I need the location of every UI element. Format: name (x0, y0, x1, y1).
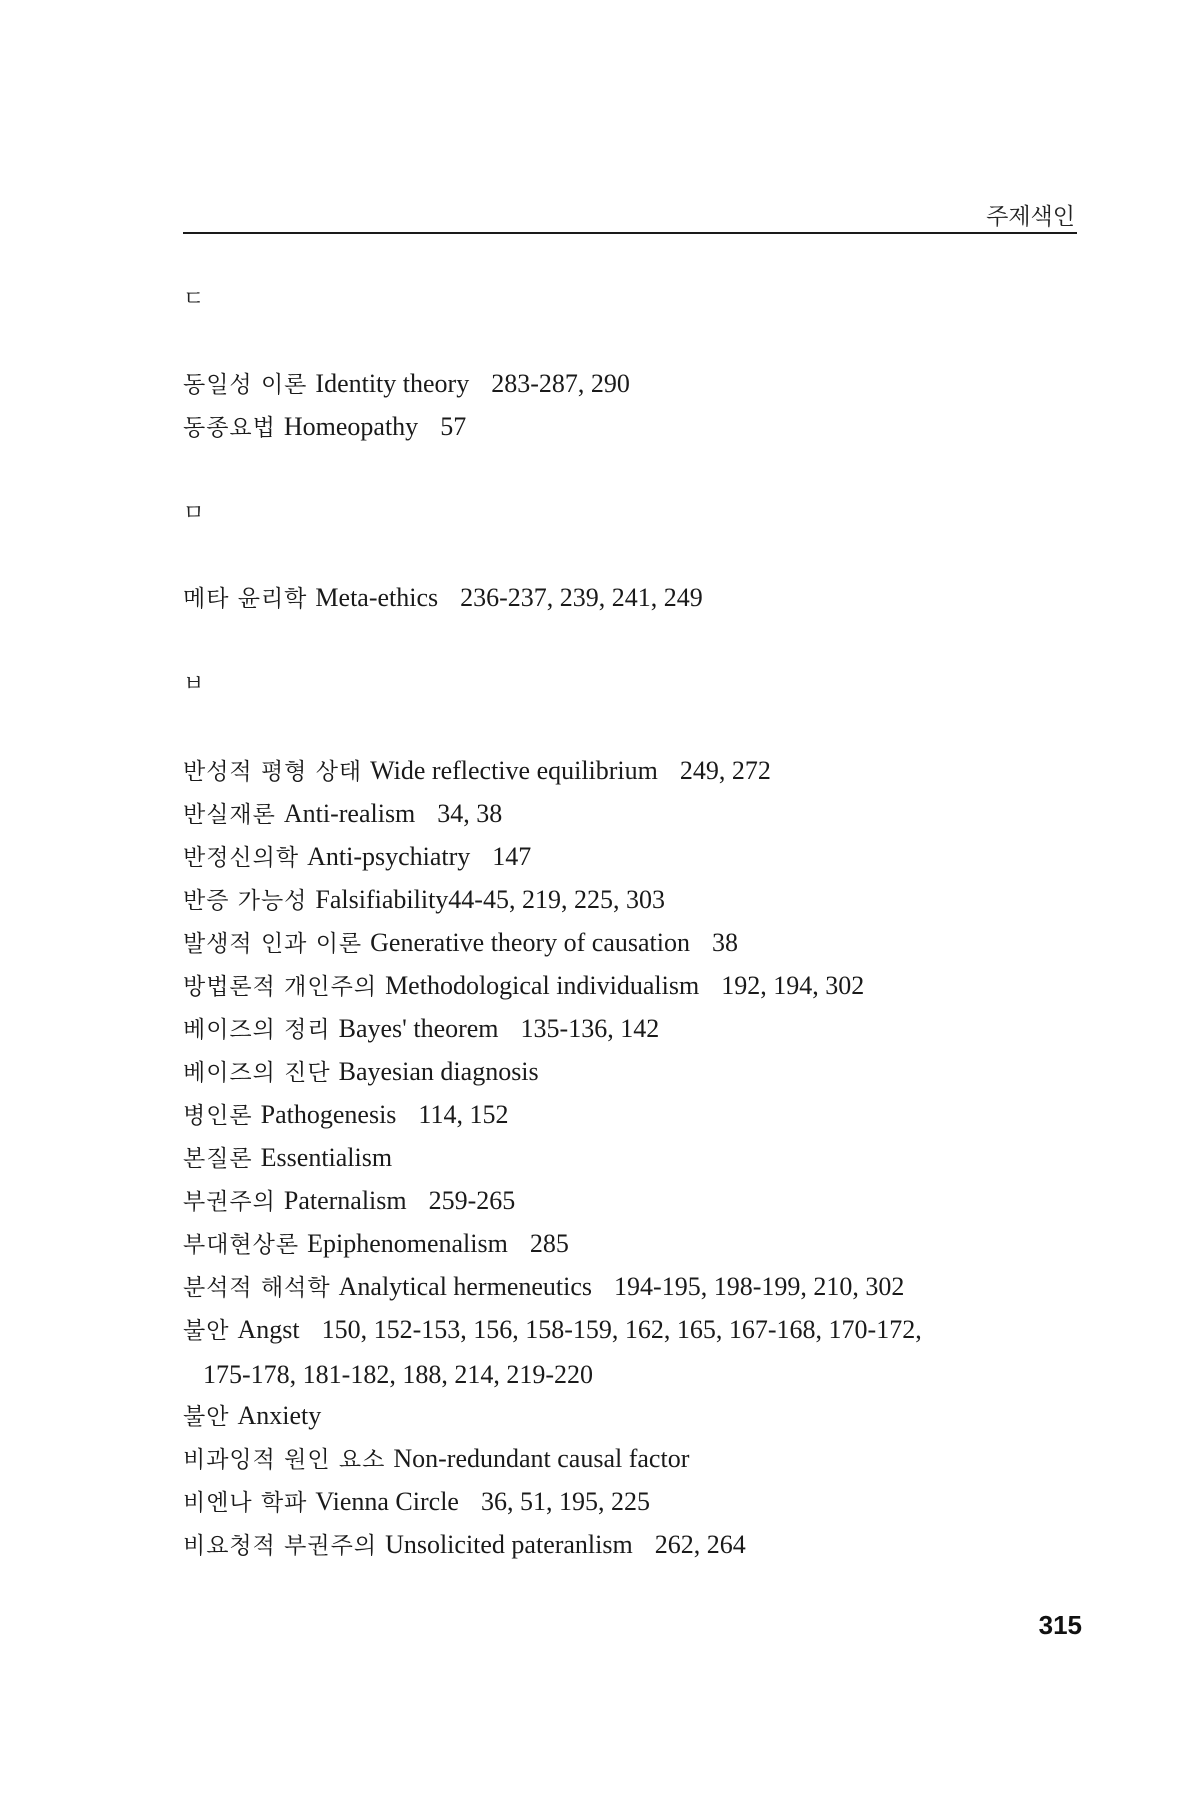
entry-korean: 부권주의 (183, 1189, 276, 1215)
entry-korean: 반성적 평형 상태 (183, 759, 363, 785)
entry-korean: 불안 (183, 1404, 230, 1430)
index-entry (183, 1093, 1083, 1138)
index-entry (183, 1007, 1083, 1052)
entry-korean: 분석적 해석학 (183, 1275, 331, 1301)
index-entry (183, 1222, 1083, 1267)
entry-pages: 150, 152-153, 156, 158-159, 162, 165, 167-168, 170-172, (321, 1315, 922, 1344)
entry-pages: 262, 264 (654, 1530, 746, 1559)
entry-english: Pathogenesis (260, 1100, 397, 1129)
header-rule (183, 232, 1077, 234)
entry-english: Vienna Circle (315, 1487, 459, 1516)
entry-korean: 비엔나 학파 (183, 1490, 308, 1516)
entry-pages: 285 (529, 1229, 569, 1258)
entry-pages: 236-237, 239, 241, 249 (460, 583, 703, 612)
index-entry (183, 964, 1083, 1009)
entry-pages: 192, 194, 302 (721, 971, 865, 1000)
entry-korean: 동종요법 (183, 415, 276, 441)
page-number: 315 (1038, 1610, 1082, 1640)
entry-korean: 반실재론 (183, 802, 276, 828)
entry-pages: 36, 51, 195, 225 (480, 1487, 650, 1516)
entry-english: Identity theory (315, 369, 470, 398)
entry-english: Falsifiability44-45, 219, 225, 303 (315, 885, 665, 914)
entry-korean: 베이즈의 정리 (183, 1017, 331, 1043)
index-entry (183, 1136, 1083, 1181)
entry-pages: 57 (440, 412, 467, 441)
entry-korean: 반증 가능성 (183, 888, 308, 914)
index-entry (183, 749, 1083, 794)
index-entry (183, 405, 1083, 450)
entry-english: Generative theory of causation (370, 928, 690, 957)
index-entry (183, 1437, 1083, 1482)
entry-korean: 베이즈의 진단 (183, 1060, 331, 1086)
index-entry (183, 1394, 1083, 1439)
entry-english: Meta-ethics (315, 583, 439, 612)
index-entry (183, 835, 1083, 880)
entry-korean: 불안 (183, 1318, 230, 1344)
entry-korean: 부대현상론 (183, 1232, 300, 1258)
entry-korean: 병인론 (183, 1103, 253, 1129)
entry-english: Non-redundant causal factor (393, 1444, 690, 1473)
entry-pages: 283-287, 290 (491, 369, 630, 398)
entry-english: Essentialism (260, 1143, 393, 1172)
entry-english: Anxiety (237, 1401, 322, 1430)
entry-english: Methodological individualism (385, 971, 700, 1000)
running-title: 주제색인 (986, 204, 1075, 230)
entry-pages: 135-136, 142 (520, 1014, 660, 1043)
entry-korean: 비요청적 부권주의 (183, 1533, 378, 1559)
index-entry (183, 792, 1083, 837)
entry-pages: 259-265 (428, 1186, 516, 1215)
entry-korean: 반정신의학 (183, 845, 300, 871)
entry-english: Unsolicited pateranlism (385, 1530, 633, 1559)
entry-pages: 249, 272 (679, 756, 771, 785)
entry-english: Anti-realism (283, 799, 416, 828)
entry-english: Epiphenomenalism (307, 1229, 508, 1258)
index-entry (183, 1265, 1083, 1310)
index-entry (183, 1523, 1083, 1568)
entry-pages: 114, 152 (418, 1100, 509, 1129)
entry-korean: 메타 윤리학 (183, 586, 308, 612)
section-letter-b: ㅂ (183, 672, 205, 697)
index-entry (183, 362, 1083, 407)
index-entry (183, 1480, 1083, 1525)
entry-korean: 동일성 이론 (183, 372, 308, 398)
entry-korean: 본질론 (183, 1146, 253, 1172)
entry-korean: 방법론적 개인주의 (183, 974, 378, 1000)
section-letter-d: ㄷ (183, 287, 205, 312)
entry-korean: 비과잉적 원인 요소 (183, 1447, 386, 1473)
entry-english: Homeopathy (283, 412, 419, 441)
entry-english: Wide reflective equilibrium (370, 756, 658, 785)
entry-pages: 194-195, 198-199, 210, 302 (614, 1272, 905, 1301)
entry-pages-continuation: 175-178, 181-182, 188, 214, 219-220 (203, 1360, 593, 1389)
index-entry (183, 576, 1083, 621)
entry-english: Bayes' theorem (338, 1014, 499, 1043)
entry-english: Bayesian diagnosis (338, 1057, 539, 1086)
entry-korean: 발생적 인과 이론 (183, 931, 363, 957)
entry-english: Anti-psychiatry (307, 842, 471, 871)
entry-pages: 38 (711, 928, 738, 957)
index-entry (183, 1050, 1083, 1095)
entry-english: Analytical hermeneutics (338, 1272, 593, 1301)
entry-pages: 147 (492, 842, 532, 871)
section-letter-m: ㅁ (183, 501, 205, 526)
index-entry (183, 1308, 1083, 1396)
index-entry (183, 878, 1083, 923)
index-entry (183, 1179, 1083, 1224)
entry-english: Angst (237, 1315, 300, 1344)
entry-english: Paternalism (283, 1186, 407, 1215)
index-entry (183, 921, 1083, 966)
entry-pages: 34, 38 (437, 799, 503, 828)
